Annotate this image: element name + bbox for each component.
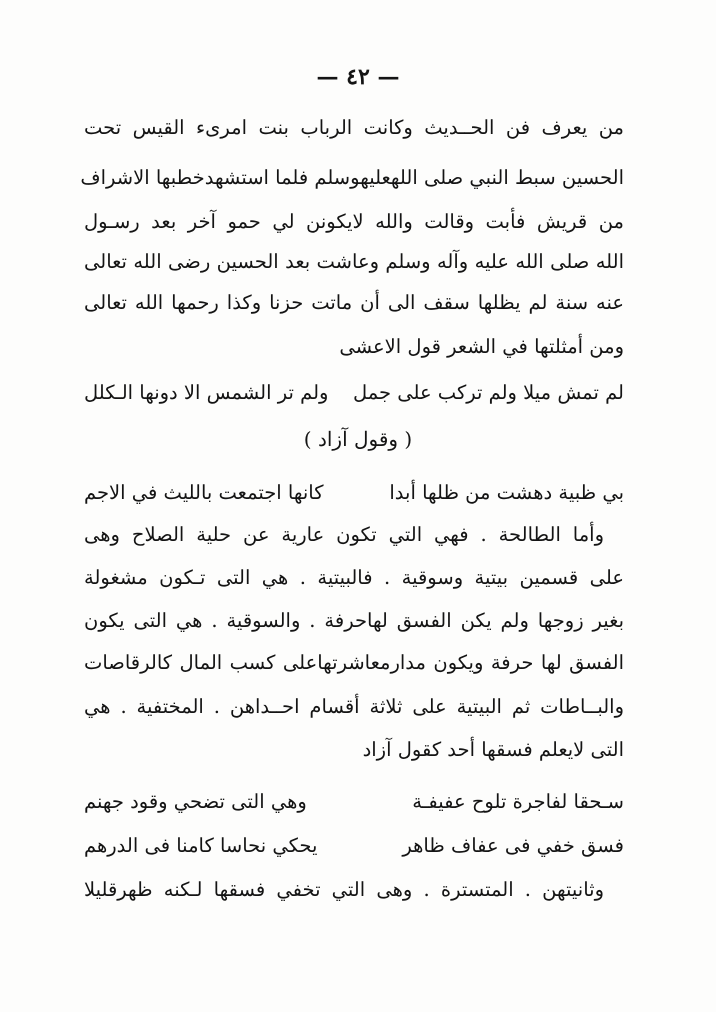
verse-4-second-hemistich: يحكي نحاسا كامنا فى الدرهم bbox=[84, 834, 318, 857]
text-line-13: وثانيتهن . المتسترة . وهى التي تخفي فسقها لـكنه ظهرقليلا bbox=[84, 878, 604, 901]
verse-1 bbox=[84, 378, 624, 408]
text-line-12: التى لايعلم فسقها أحد كقول آزاد bbox=[362, 738, 624, 761]
text-line-11: والبــاطات ثم البيتية على ثلاثة أقسام احــداهن . المختفية . هي bbox=[84, 695, 624, 718]
verse-2-second-hemistich: كانها اجتمعت بالليث في الاجم bbox=[84, 481, 324, 504]
verse-4-first-hemistich: فسق خفي فى عفاف ظاهر bbox=[402, 834, 624, 857]
heading-azad: ( وقول آزاد ) bbox=[303, 427, 413, 451]
text-line-9: بغير زوجها ولم يكن الفسق لهاحرفة . والسوقية . هي التى يكون bbox=[84, 609, 624, 632]
verse-3-second-hemistich: وهي التى تضحي وقود جهنم bbox=[84, 790, 307, 813]
text-line-1: من يعرف فن الحــديث وكانت الرباب بنت امرىء القيس تحت bbox=[84, 116, 624, 139]
text-line-2: الحسين سبط النبي صلى اللهعليهوسلم فلما استشهدخطبها الاشراف bbox=[80, 166, 624, 189]
text-line-5: عنه سنة لم يظلها سقف الى أن ماتت حزنا وكذا رحمها الله تعالى bbox=[84, 291, 624, 314]
text-line-6: ومن أمثلتها في الشعر قول الاعشى bbox=[339, 335, 624, 358]
text-line-7: وأما الطالحة . فهي التي تكون عارية عن حلية الصلاح وهى bbox=[84, 523, 604, 546]
text-line-4: الله صلى الله عليه وآله وسلم وعاشت بعد الحسين رضى الله تعالى bbox=[84, 250, 624, 273]
verse-1-second-hemistich: ولم تر الشمس الا دونها الـكلل bbox=[84, 381, 329, 404]
text-line-10: الفسق لها حرفة ويكون مدارمعاشرتهاعلى كسب المال كالرقاصات bbox=[84, 651, 624, 674]
verse-3-first-hemistich: سـحقا لفاجرة تلوح عفيفـة bbox=[412, 790, 624, 813]
text-line-8: على قسمين بيتية وسوقية . فالبيتية . هي التى تـكون مشغولة bbox=[84, 566, 624, 589]
verse-3 bbox=[84, 787, 624, 817]
page-number: — ٤٢ — bbox=[316, 64, 400, 90]
verse-4 bbox=[84, 831, 624, 861]
verse-2 bbox=[84, 478, 624, 508]
text-line-3: من قريش فأبت وقالت والله لايكونن لي حمو آخر بعد رسـول bbox=[84, 210, 624, 233]
verse-1-first-hemistich: لم تمش ميلا ولم تركب على جمل bbox=[352, 381, 624, 404]
verse-2-first-hemistich: بي ظبية دهشت من ظلها أبدا bbox=[389, 481, 624, 504]
